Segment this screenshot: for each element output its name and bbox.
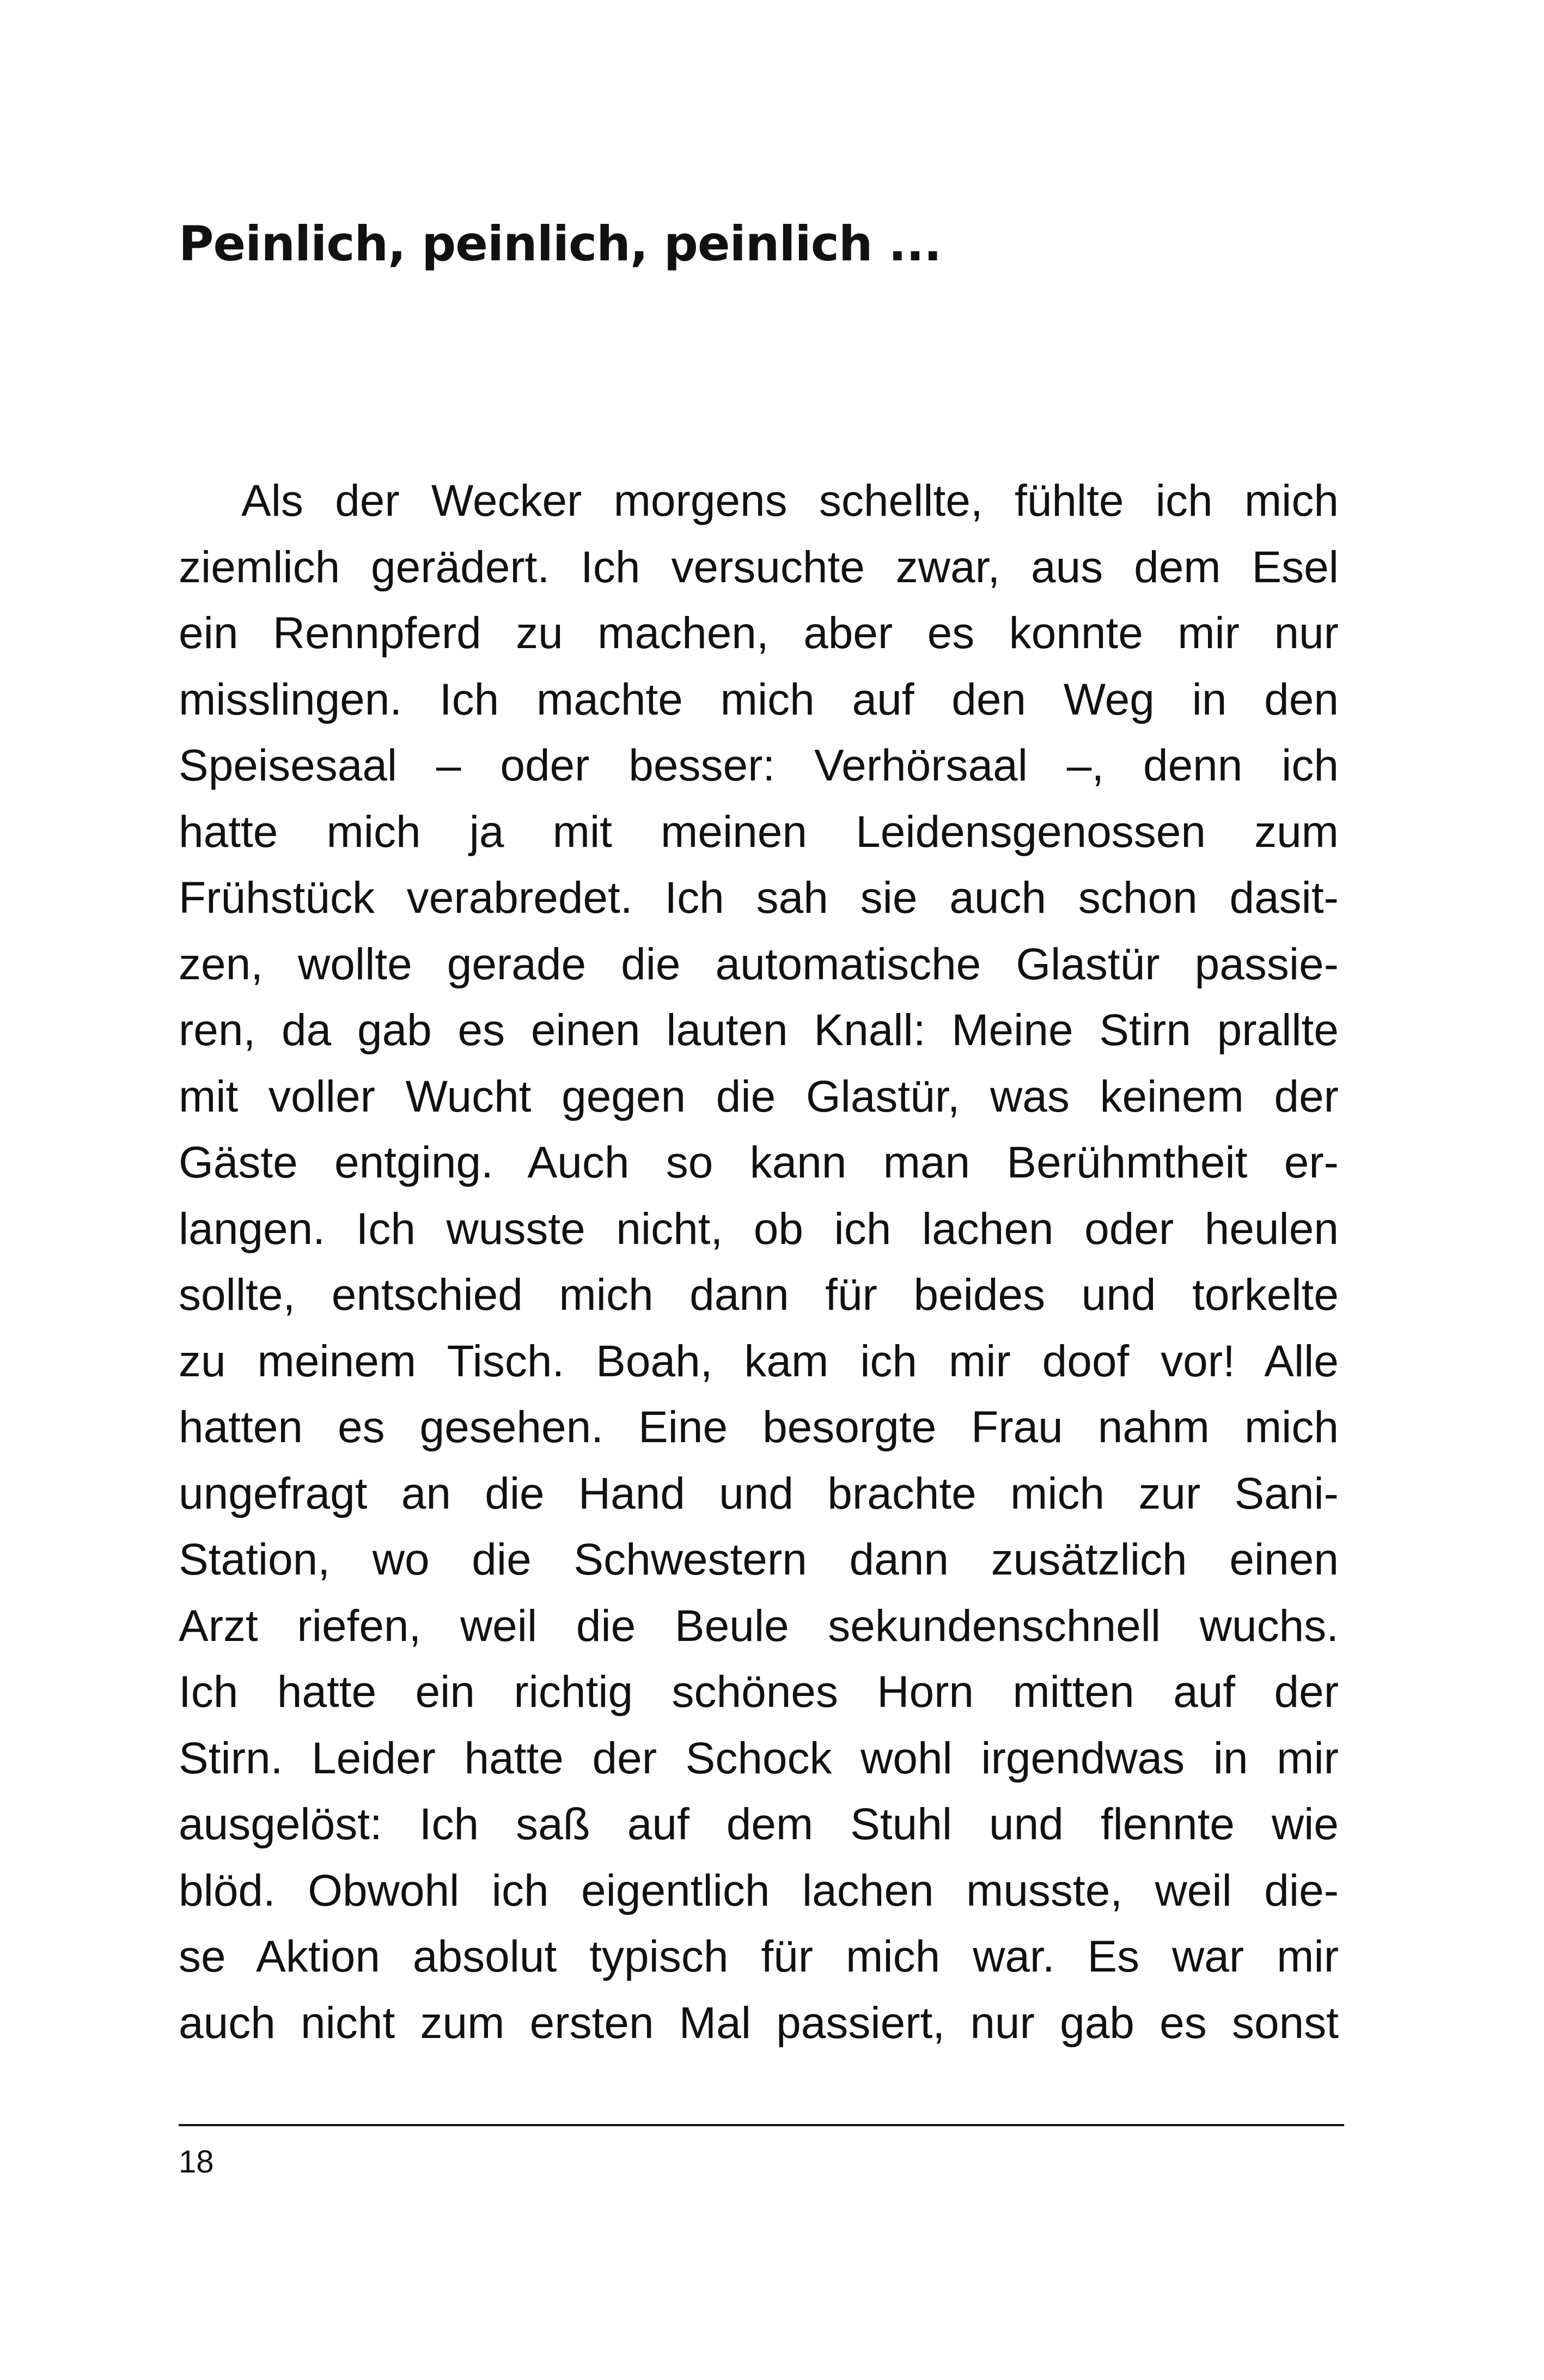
text-line: mit voller Wucht gegen die Glastür, was keinem der — [179, 1071, 1339, 1121]
page-number: 18 — [179, 2144, 214, 2180]
text-line: misslingen. Ich machte mich auf den Weg in den — [179, 674, 1339, 724]
text-line: sollte, entschied mich dann für beides und torkelte — [179, 1270, 1339, 1320]
text-line: ziemlich gerädert. Ich versuchte zwar, aus dem Esel — [179, 542, 1339, 592]
text-line: Als der Wecker morgens schellte, fühlte ich mich — [241, 476, 1339, 526]
text-line: hatten es gesehen. Eine besorgte Frau nahm mich — [179, 1402, 1339, 1452]
text-line: auch nicht zum ersten Mal passiert, nur gab es sonst — [179, 1998, 1339, 2048]
text-line: ren, da gab es einen lauten Knall: Meine Stirn prallte — [179, 1005, 1339, 1055]
text-line: zu meinem Tisch. Boah, kam ich mir doof vor! Alle — [179, 1336, 1339, 1386]
text-line: Arzt riefen, weil die Beule sekundenschnell wuchs. — [179, 1601, 1339, 1651]
text-line: Ich hatte ein richtig schönes Horn mitten auf der — [179, 1667, 1339, 1717]
footer-divider — [179, 2124, 1344, 2126]
text-line: blöd. Obwohl ich eigentlich lachen musste, weil die- — [179, 1865, 1339, 1915]
text-line: ungefragt an die Hand und brachte mich zur Sani- — [179, 1468, 1339, 1518]
text-line: zen, wollte gerade die automatische Glastür passie- — [179, 939, 1339, 989]
text-line: ein Rennpferd zu machen, aber es konnte mir nur — [179, 608, 1339, 658]
text-line: Gäste entging. Auch so kann man Berühmtheit er- — [179, 1138, 1339, 1187]
text-line: Speisesaal – oder besser: Verhörsaal –, denn ich — [179, 741, 1339, 790]
text-line: se Aktion absolut typisch für mich war. Es war mir — [179, 1932, 1339, 1981]
text-line: Frühstück verabredet. Ich sah sie auch schon dasit- — [179, 873, 1339, 923]
text-line: langen. Ich wusste nicht, ob ich lachen oder heulen — [179, 1204, 1339, 1254]
text-line: Station, wo die Schwestern dann zusätzlich einen — [179, 1535, 1339, 1584]
text-line: hatte mich ja mit meinen Leidensgenossen zum — [179, 807, 1339, 857]
text-line: ausgelöst: Ich saß auf dem Stuhl und flennte wie — [179, 1799, 1339, 1849]
text-line: Stirn. Leider hatte der Schock wohl irgendwas in mir — [179, 1733, 1339, 1783]
chapter-title: Peinlich, peinlich, peinlich ... — [179, 216, 942, 272]
body-paragraph — [179, 468, 1339, 2056]
